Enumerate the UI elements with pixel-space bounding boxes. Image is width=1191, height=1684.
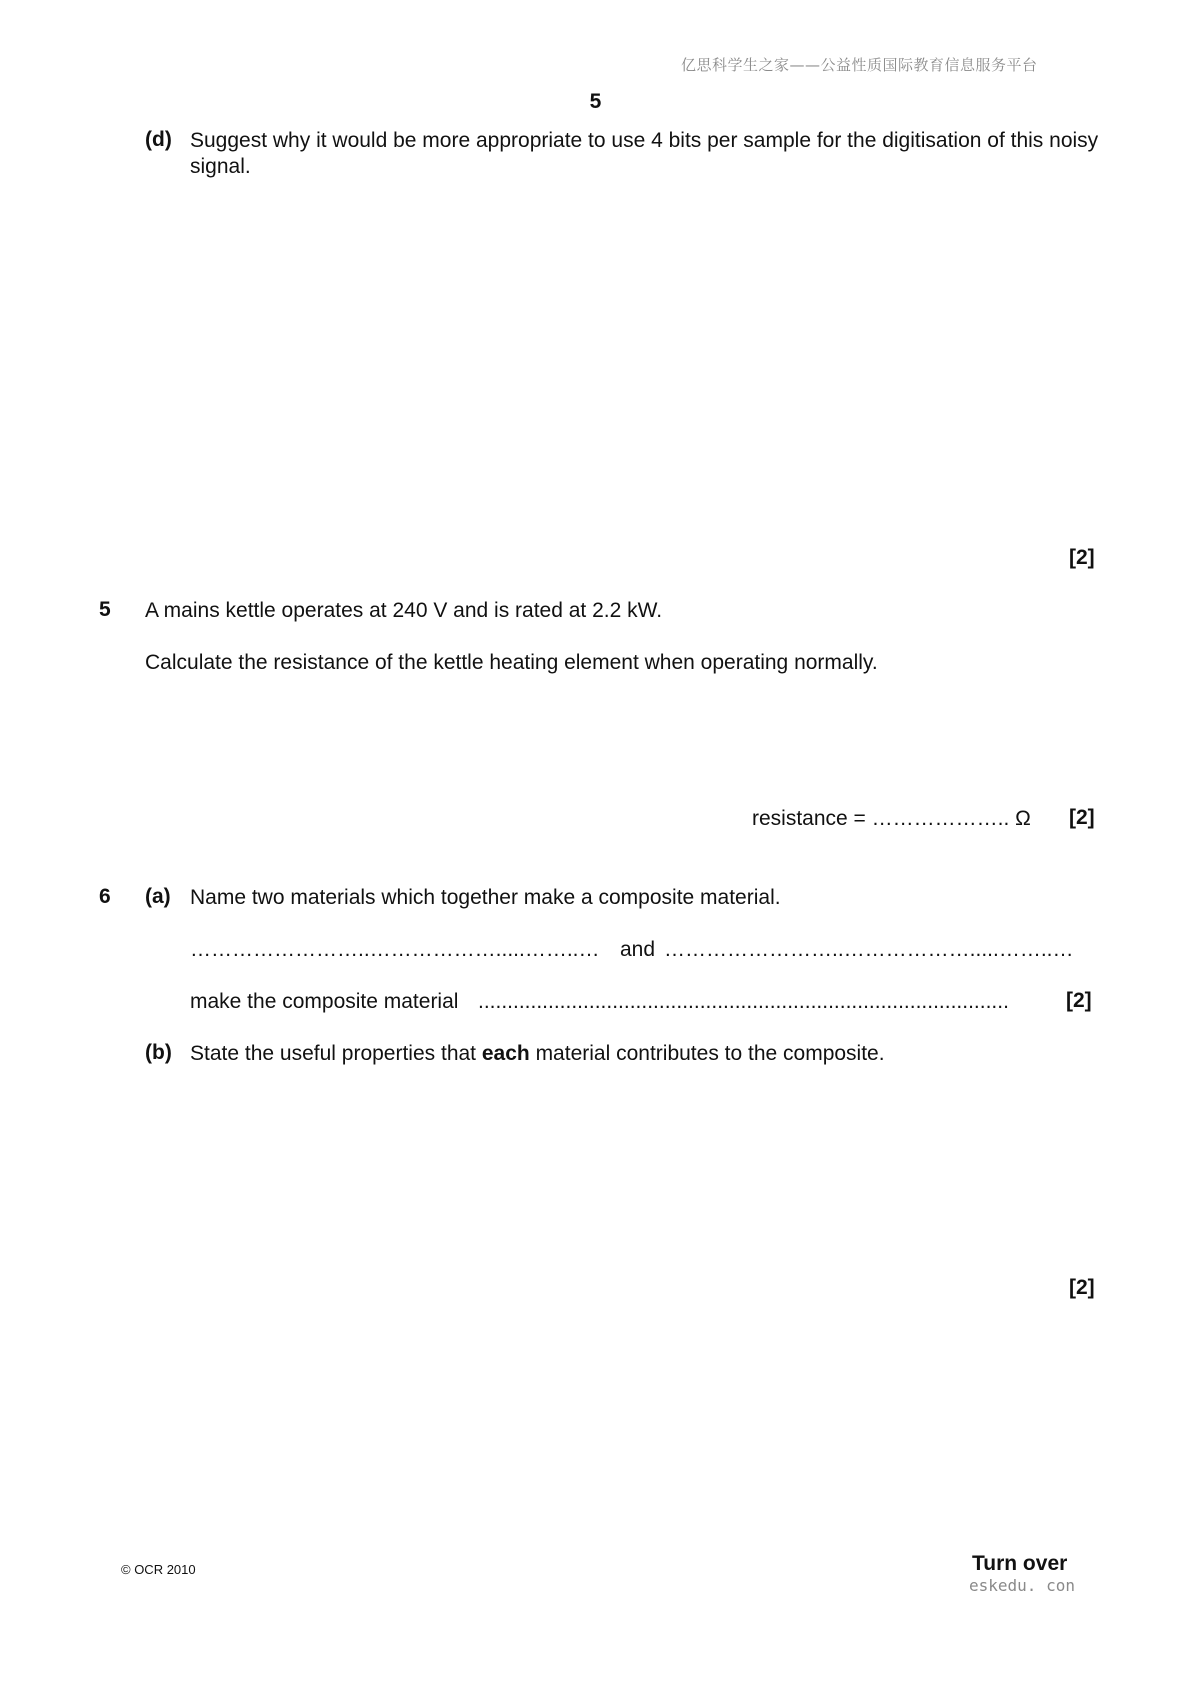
q6a-label: (a) — [145, 885, 171, 908]
q4d-label: (d) — [145, 128, 172, 151]
page-number: 5 — [589, 90, 602, 113]
q6b-marks: [2] — [1069, 1276, 1095, 1299]
footer-copyright: © OCR 2010 — [121, 1562, 196, 1577]
q6a-and: and — [620, 938, 656, 961]
header-watermark: 亿思科学生之家——公益性质国际教育信息服务平台 — [681, 56, 1038, 74]
q6a-marks: [2] — [1066, 989, 1092, 1012]
q4d-text: Suggest why it would be more appropriate to use 4 bits per sample for the digitisation of this noisy signal. — [190, 129, 1099, 178]
q6-number: 6 — [99, 885, 111, 908]
q6b-label: (b) — [145, 1041, 172, 1064]
q5-answer-line[interactable]: resistance = ……………….. Ω — [752, 807, 1031, 830]
q5-instruction: Calculate the resistance of the kettle heating element when operating normally. — [145, 651, 878, 674]
q5-marks: [2] — [1069, 806, 1095, 829]
q5-intro: A mains kettle operates at 240 V and is rated at 2.2 kW. — [145, 599, 663, 622]
footer-turn-over: Turn over — [972, 1552, 1068, 1575]
q5-number: 5 — [99, 598, 111, 621]
q6b-text-after: material contributes to the composite. — [529, 1042, 885, 1065]
q6a-composite-dots[interactable]: ........................................................................................... — [478, 990, 1009, 1013]
q6a-composite-label: make the composite material — [190, 990, 459, 1013]
q6a-blank-left[interactable]: ……………………..……………….....……..… — [190, 938, 600, 961]
q6a-text: Name two materials which together make a composite material. — [190, 886, 781, 909]
q6b-text-bold: each — [481, 1042, 530, 1065]
q6b-text — [190, 1041, 885, 1067]
q4d-marks: [2] — [1069, 546, 1095, 569]
q6b-text-before: State the useful properties that — [190, 1042, 482, 1065]
footer-watermark: eskedu. con — [969, 1576, 1075, 1595]
q6a-blank-right[interactable]: ……………………..……………….....……..… — [664, 938, 1074, 961]
